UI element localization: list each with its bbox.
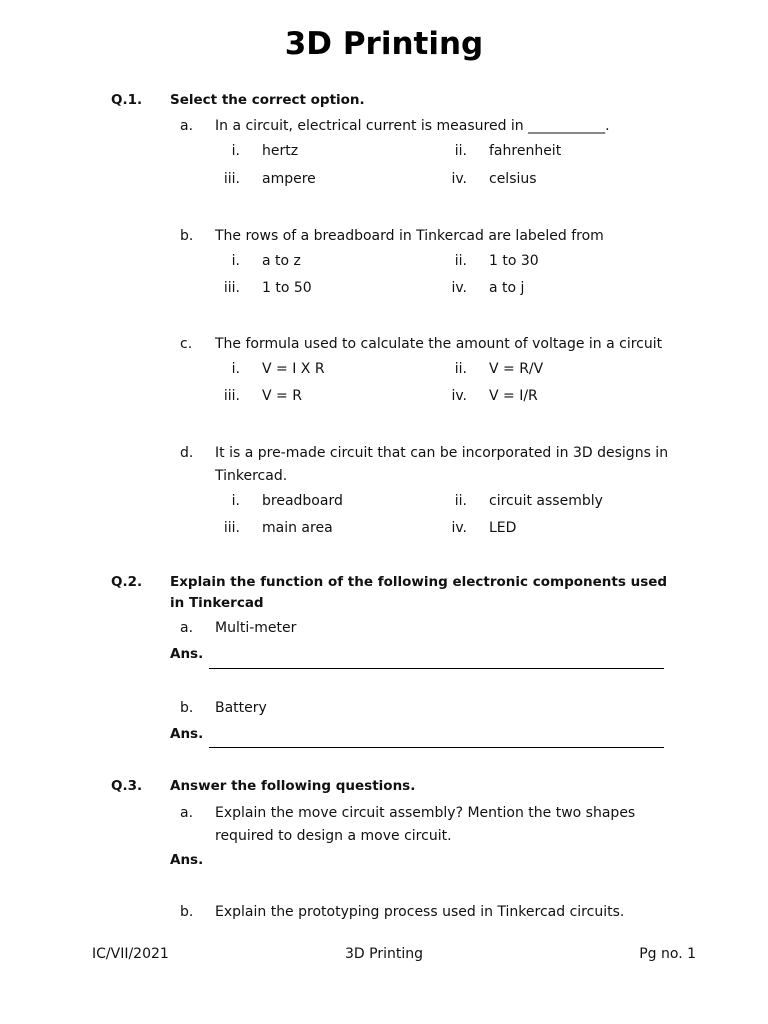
q1a-option-num: ii. (454, 143, 467, 159)
q3-heading: Answer the following questions. (170, 778, 416, 794)
q1c-option-text: V = I X R (262, 361, 325, 377)
q1c-option-text: V = R (262, 388, 302, 404)
q1c-text: The formula used to calculate the amount of voltage in a circuit (215, 336, 663, 352)
q1d-option-text: circuit assembly (489, 493, 603, 509)
q1c-letter: c. (180, 336, 193, 352)
q2b-text: Battery (215, 700, 267, 716)
q2-number: Q.2. (111, 574, 143, 590)
q1a-option-num: iv. (451, 171, 467, 187)
page-title: 3D Printing (284, 26, 484, 62)
q1b-option-text: 1 to 30 (489, 253, 539, 269)
q1b-option-num: i. (231, 253, 240, 269)
q1c-option-text: V = I/R (489, 388, 538, 404)
q1c-option-text: V = R/V (489, 361, 544, 377)
q2a-answer-line[interactable] (209, 668, 664, 669)
q1c-option-num: ii. (454, 361, 467, 377)
q2-heading-line1: Explain the function of the following electronic components used (170, 574, 668, 590)
q2-heading-line2: in Tinkercad (170, 595, 264, 611)
q2b-letter: b. (180, 700, 194, 716)
q3b-text: Explain the prototyping process used in Tinkercad circuits. (215, 904, 625, 920)
q1b-option-num: iv. (451, 280, 467, 296)
q1a-option-text: ampere (262, 171, 316, 187)
q3a-letter: a. (180, 805, 194, 821)
q1a-option-text: celsius (489, 171, 537, 187)
q1c-option-num: iii. (223, 388, 240, 404)
q1b-option-text: a to j (489, 280, 525, 296)
q1d-option-num: iii. (223, 520, 240, 536)
q1b-text: The rows of a breadboard in Tinkercad are labeled from (215, 228, 604, 244)
q1a-letter: a. (180, 118, 194, 134)
q3b-letter: b. (180, 904, 194, 920)
q1d-option-text: main area (262, 520, 333, 536)
q2a-ans-label: Ans. (170, 646, 204, 662)
q1d-letter: d. (180, 445, 194, 461)
q1b-option-num: iii. (223, 280, 240, 296)
q1d-option-text: breadboard (262, 493, 343, 509)
q1b-option-text: 1 to 50 (262, 280, 312, 296)
q3-number: Q.3. (111, 778, 143, 794)
q1c-option-num: iv. (451, 388, 467, 404)
q2b-ans-label: Ans. (170, 726, 204, 742)
q1d-option-text: LED (489, 520, 517, 536)
q1d-text-line1: It is a pre-made circuit that can be incorporated in 3D designs in (215, 445, 669, 461)
footer-page-number: Pg no. 1 (639, 946, 696, 962)
q3a-text-line1: Explain the move circuit assembly? Mention the two shapes (215, 805, 636, 821)
q1a-option-num: iii. (223, 171, 240, 187)
footer-left: IC/VII/2021 (92, 946, 169, 962)
q1a-option-text: fahrenheit (489, 143, 562, 159)
q1d-option-num: iv. (451, 520, 467, 536)
footer-center: 3D Printing (345, 946, 423, 962)
q1d-text-line2: Tinkercad. (215, 468, 288, 484)
q1a-option-num: i. (231, 143, 240, 159)
q1d-option-num: i. (231, 493, 240, 509)
q1-heading: Select the correct option. (170, 92, 365, 108)
q1d-option-num: ii. (454, 493, 467, 509)
q2a-letter: a. (180, 620, 194, 636)
q3a-ans-label: Ans. (170, 852, 204, 868)
q2a-text: Multi-meter (215, 620, 297, 636)
q1b-option-text: a to z (262, 253, 301, 269)
q1b-letter: b. (180, 228, 194, 244)
q1b-option-num: ii. (454, 253, 467, 269)
q1-number: Q.1. (111, 92, 143, 108)
q3a-text-line2: required to design a move circuit. (215, 828, 452, 844)
q1a-option-text: hertz (262, 143, 299, 159)
q1a-text: In a circuit, electrical current is measured in ___________. (215, 118, 610, 134)
q2b-answer-line[interactable] (209, 747, 664, 748)
q1c-option-num: i. (231, 361, 240, 377)
